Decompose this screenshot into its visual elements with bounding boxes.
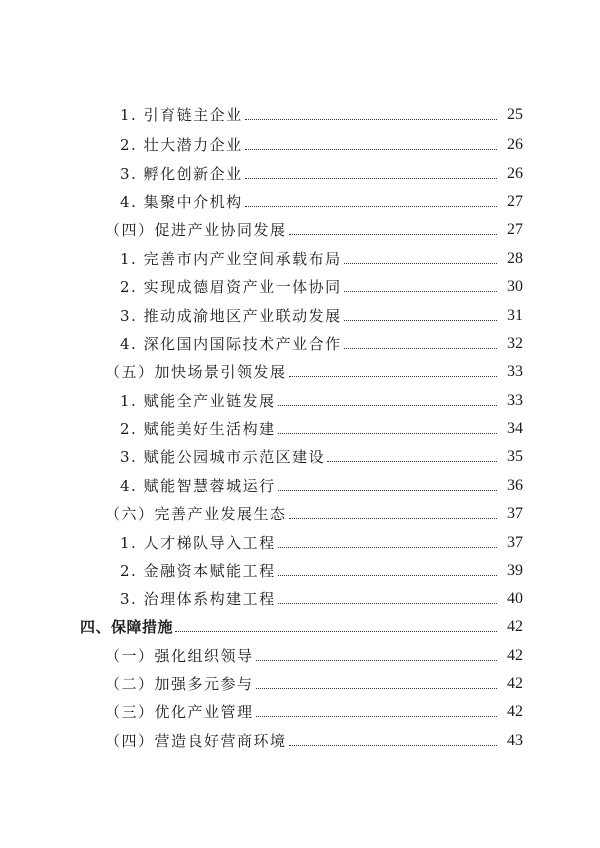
toc-page-number: 37	[507, 505, 523, 522]
dot-leader	[344, 290, 497, 292]
toc-entry[interactable]	[120, 386, 523, 410]
toc-entry-label: 1. 赋能全产业链发展	[120, 392, 276, 410]
toc-entry[interactable]	[120, 244, 523, 268]
toc-entry[interactable]	[120, 528, 523, 552]
toc-entry-label: 2. 实现成德眉资产业一体协同	[120, 278, 342, 296]
toc-page-number: 27	[507, 221, 523, 238]
toc-section-entry[interactable]	[105, 726, 523, 750]
toc-page-number: 28	[507, 250, 523, 267]
toc-page-number: 36	[507, 477, 523, 494]
toc-entry[interactable]	[120, 130, 523, 154]
toc-entry[interactable]	[120, 329, 523, 353]
toc-entry-label: 四、保障措施	[80, 618, 174, 636]
toc-entry[interactable]	[120, 442, 523, 466]
toc-page-number: 42	[507, 647, 523, 664]
toc-page-number: 26	[507, 136, 523, 153]
toc-entry-label: 1. 人才梯队导入工程	[120, 534, 276, 552]
toc-section-entry[interactable]	[105, 697, 523, 721]
dot-leader	[289, 744, 497, 746]
toc-section-entry[interactable]	[105, 215, 523, 239]
dot-leader	[278, 489, 497, 491]
toc-page-number: 37	[507, 534, 523, 551]
dot-leader	[344, 262, 497, 264]
toc-entry-label: 1. 引育链主企业	[120, 106, 243, 124]
toc-page-number: 43	[507, 732, 523, 749]
dot-leader	[278, 404, 497, 406]
dot-leader	[289, 517, 497, 519]
toc-entry[interactable]	[120, 414, 523, 438]
toc-entry[interactable]	[120, 584, 523, 608]
dot-leader	[289, 233, 497, 235]
toc-entry-label: （五）加快场景引领发展	[105, 363, 287, 381]
dot-leader	[278, 432, 497, 434]
toc-entry-label: （四）促进产业协同发展	[105, 221, 287, 239]
toc-entry[interactable]	[120, 272, 523, 296]
toc-section-entry[interactable]	[105, 641, 523, 665]
toc-section-entry[interactable]	[105, 499, 523, 523]
dot-leader	[245, 177, 497, 179]
toc-page-number: 33	[507, 392, 523, 409]
toc-entry-label: 3. 治理体系构建工程	[120, 590, 276, 608]
dot-leader	[256, 687, 497, 689]
toc-page-number: 42	[507, 618, 523, 635]
toc-page-number: 25	[507, 106, 523, 123]
toc-entry[interactable]	[120, 159, 523, 183]
toc-page-number: 32	[507, 335, 523, 352]
toc-page-number: 30	[507, 278, 523, 295]
toc-entry[interactable]	[120, 471, 523, 495]
toc-page-number: 40	[507, 590, 523, 607]
toc-page-number: 26	[507, 165, 523, 182]
dot-leader	[245, 148, 497, 150]
toc-entry-label: 3. 赋能公园城市示范区建设	[120, 448, 326, 466]
toc-page-number: 42	[507, 703, 523, 720]
toc-page-number: 27	[507, 193, 523, 210]
toc-page-number: 35	[507, 448, 523, 465]
toc-entry-label: 3. 孵化创新企业	[120, 165, 243, 183]
toc-entry-label: 4. 赋能智慧蓉城运行	[120, 477, 276, 495]
dot-leader	[256, 715, 497, 717]
dot-leader	[278, 546, 497, 548]
dot-leader	[256, 659, 497, 661]
toc-entry-label: （六）完善产业发展生态	[105, 505, 287, 523]
toc-page-number: 33	[507, 363, 523, 380]
dot-leader	[278, 602, 497, 604]
toc-entry-label: 4. 深化国内国际技术产业合作	[120, 335, 342, 353]
toc-section-entry[interactable]	[105, 669, 523, 693]
toc-section-entry[interactable]	[105, 357, 523, 381]
dot-leader	[327, 460, 497, 462]
toc-entry-label: 1. 完善市内产业空间承载布局	[120, 250, 342, 268]
toc-entry-label: 3. 推动成渝地区产业联动发展	[120, 307, 342, 325]
toc-entry-label: 2. 壮大潜力企业	[120, 136, 243, 154]
toc-entry-label: 2. 赋能美好生活构建	[120, 420, 276, 438]
toc-entry[interactable]	[120, 301, 523, 325]
toc-entry-label: （三）优化产业管理	[105, 703, 254, 721]
dot-leader	[245, 205, 497, 207]
dot-leader	[344, 347, 497, 349]
dot-leader	[344, 319, 497, 321]
toc-page-number: 31	[507, 307, 523, 324]
dot-leader	[289, 375, 497, 377]
toc-entry-label: 4. 集聚中介机构	[120, 193, 243, 211]
dot-leader	[175, 630, 497, 632]
toc-entry-label: （二）加强多元参与	[105, 675, 254, 693]
dot-leader	[278, 574, 497, 576]
toc-entry[interactable]	[120, 187, 523, 211]
toc-chapter-entry[interactable]	[80, 612, 523, 636]
toc-entry-label: 2. 金融资本赋能工程	[120, 562, 276, 580]
toc-page-number: 39	[507, 562, 523, 579]
toc-entry[interactable]	[120, 556, 523, 580]
toc-entry-label: （四）营造良好营商环境	[105, 732, 287, 750]
toc-page-number: 42	[507, 675, 523, 692]
toc-page-number: 34	[507, 420, 523, 437]
toc-entry-label: （一）强化组织领导	[105, 647, 254, 665]
toc-entry[interactable]	[120, 100, 523, 124]
dot-leader	[245, 118, 497, 120]
